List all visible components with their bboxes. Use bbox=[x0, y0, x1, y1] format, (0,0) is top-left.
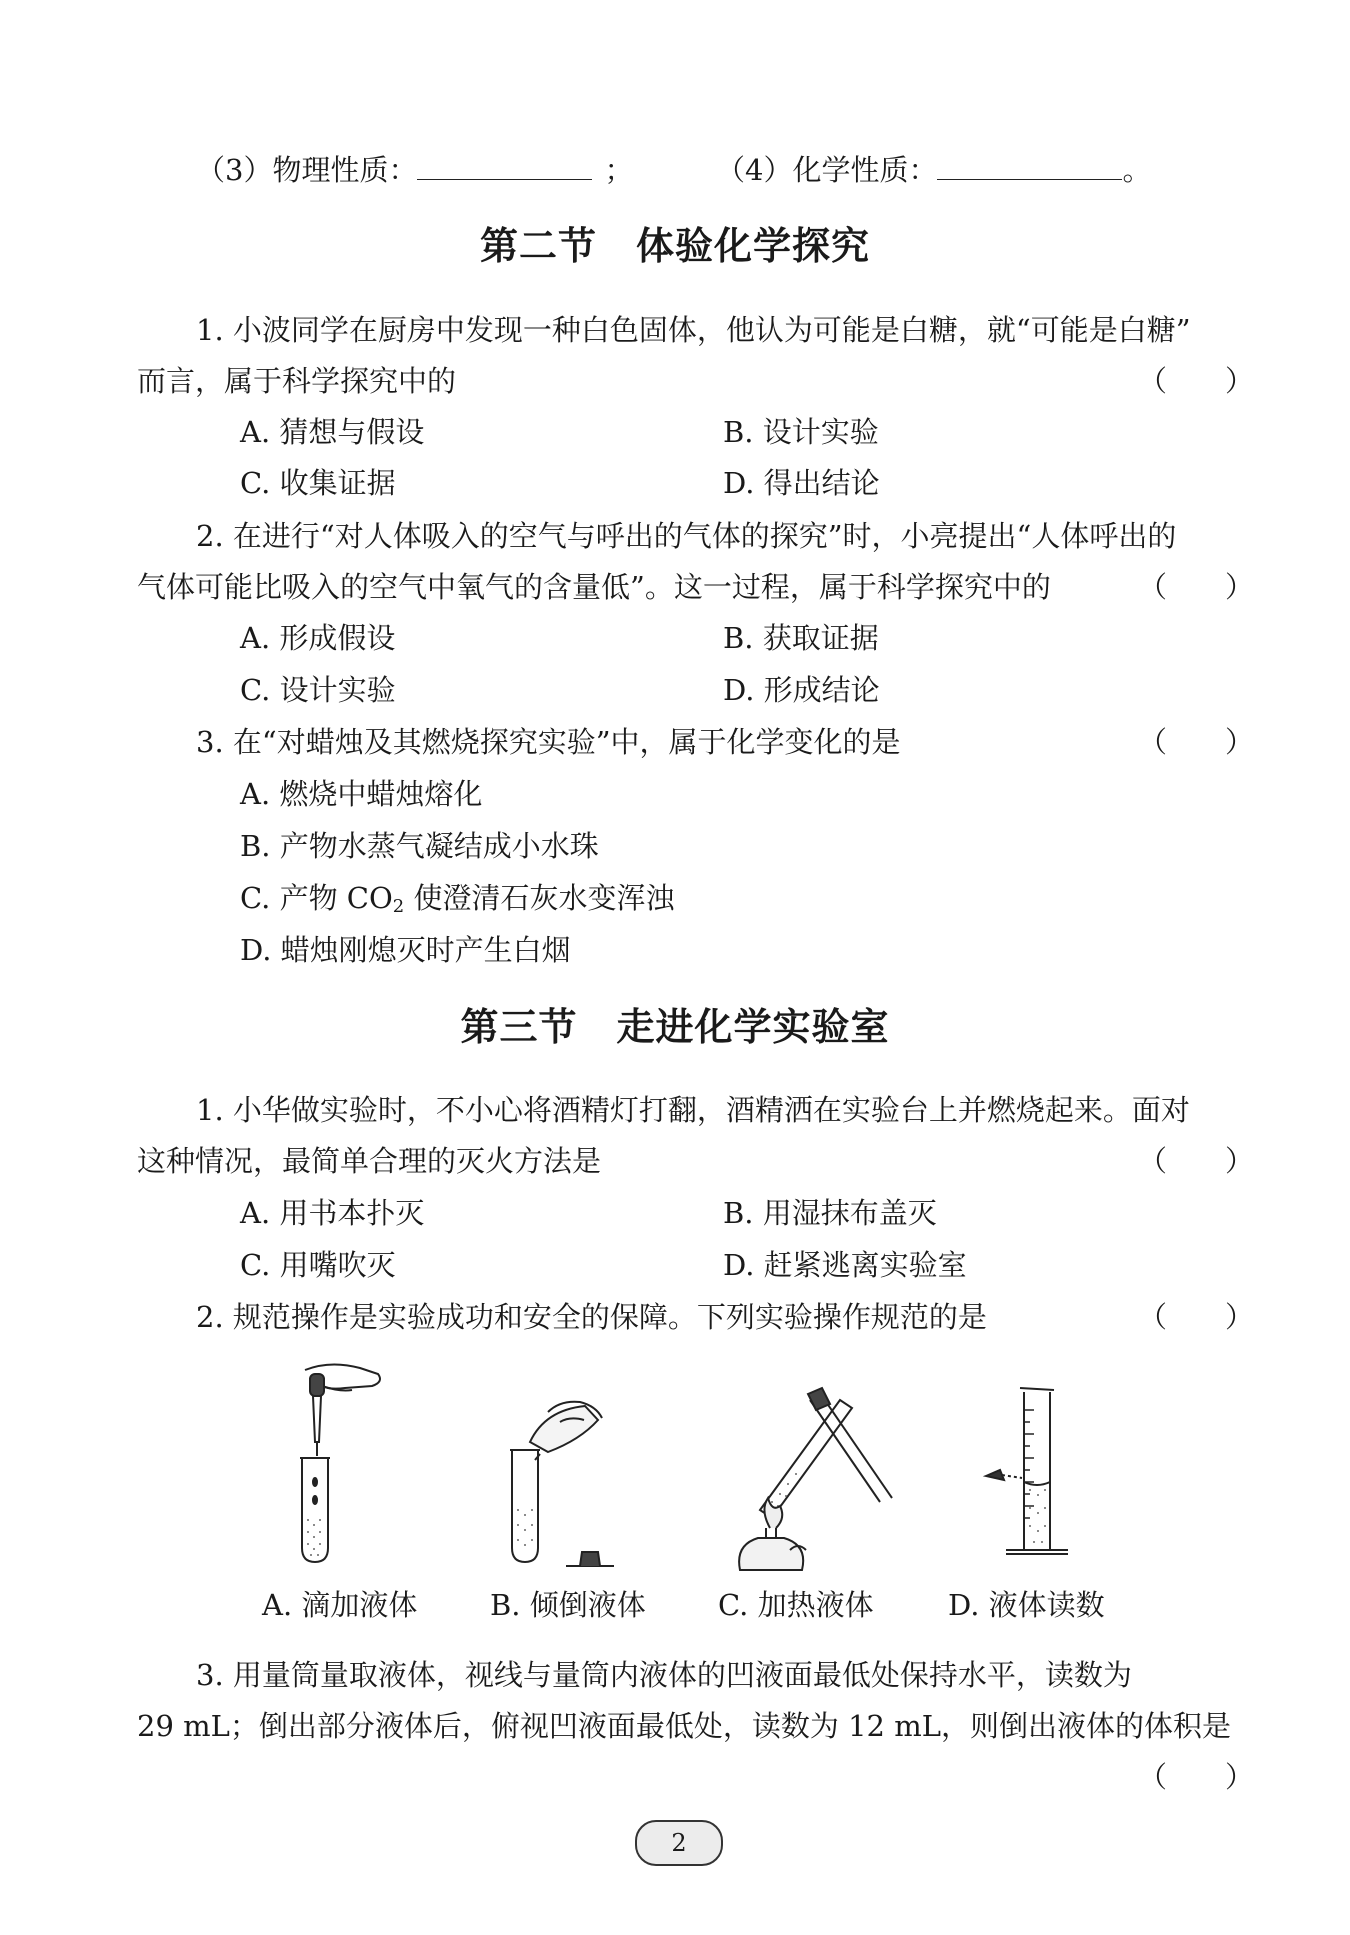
section3-title: 第三节 走进化学实验室 bbox=[460, 1005, 890, 1049]
s2-q3-option-d[interactable]: D. 蜡烛刚熄灭时产生白烟 bbox=[240, 933, 571, 967]
s2-q2-answer-blank[interactable]: （ ） bbox=[1138, 570, 1255, 604]
s3-q1-option-d[interactable]: D. 赶紧逃离实验室 bbox=[723, 1248, 967, 1282]
physical-property-item: （3）物理性质： ； bbox=[196, 153, 634, 187]
s2-q1-answer-blank[interactable]: （ ） bbox=[1138, 364, 1255, 398]
s2-q1-stem-line1: 1. 小波同学在厨房中发现一种白色固体，他认为可能是白糖，就“可能是白糖” bbox=[196, 313, 1191, 347]
s3-q3-stem-line1: 3. 用量筒量取液体，视线与量筒内液体的凹液面最低处保持水平，读数为 bbox=[196, 1658, 1132, 1692]
dropper-test-tube-figure[interactable] bbox=[300, 1364, 380, 1562]
heating-liquid-figure[interactable] bbox=[739, 1388, 892, 1570]
graduated-cylinder-figure[interactable] bbox=[986, 1388, 1068, 1554]
s3-q1-option-a[interactable]: A. 用书本扑灭 bbox=[240, 1196, 425, 1230]
s3-q1-option-b[interactable]: B. 用湿抹布盖灭 bbox=[723, 1196, 937, 1230]
figure-caption-d[interactable]: D. 液体读数 bbox=[948, 1588, 1105, 1622]
pouring-liquid-figure[interactable] bbox=[510, 1402, 614, 1566]
s2-q1-option-a[interactable]: A. 猜想与假设 bbox=[240, 415, 425, 449]
s2-q1-option-d[interactable]: D. 得出结论 bbox=[723, 466, 880, 500]
s2-q3-option-c[interactable]: C. 产物 $CO_2$ 使澄清石灰水变浑浊 bbox=[240, 881, 675, 917]
s3-q1-option-c[interactable]: C. 用嘴吹灭 bbox=[240, 1248, 396, 1282]
s2-q3-answer-blank[interactable]: （ ） bbox=[1138, 725, 1255, 759]
s3-q3-stem-line2: 29 mL；倒出部分液体后，俯视凹液面最低处，读数为 12 mL，则倒出液体的体积是 bbox=[137, 1709, 1231, 1743]
figure-caption-a[interactable]: A. 滴加液体 bbox=[262, 1588, 418, 1622]
s3-q1-stem-line1: 1. 小华做实验时，不小心将酒精灯打翻，酒精洒在实验台上并燃烧起来。面对 bbox=[196, 1093, 1190, 1127]
s2-q1-option-c[interactable]: C. 收集证据 bbox=[240, 466, 396, 500]
figure-caption-c[interactable]: C. 加热液体 bbox=[718, 1588, 874, 1622]
s2-q1-option-b[interactable]: B. 设计实验 bbox=[723, 415, 879, 449]
s2-q2-option-b[interactable]: B. 获取证据 bbox=[723, 621, 879, 655]
s3-q1-answer-blank[interactable]: （ ） bbox=[1138, 1144, 1255, 1178]
s3-q2-answer-blank[interactable]: （ ） bbox=[1138, 1300, 1255, 1334]
chemical-property-item: （4）化学性质： 。 bbox=[716, 153, 1152, 187]
s2-q2-option-a[interactable]: A. 形成假设 bbox=[240, 621, 396, 655]
lab-operation-figures bbox=[0, 1360, 1350, 1580]
s2-q3-option-a[interactable]: A. 燃烧中蜡烛熔化 bbox=[240, 777, 483, 811]
figure-caption-b[interactable]: B. 倾倒液体 bbox=[490, 1588, 646, 1622]
physical-property-blank[interactable] bbox=[417, 151, 592, 180]
s2-q1-stem-line2: 而言，属于科学探究中的 bbox=[137, 364, 457, 398]
s3-q2-stem: 2. 规范操作是实验成功和安全的保障。下列实验操作规范的是 bbox=[196, 1300, 987, 1334]
section2-title: 第二节 体验化学探究 bbox=[479, 224, 870, 268]
s2-q3-option-b[interactable]: B. 产物水蒸气凝结成小水珠 bbox=[240, 829, 599, 863]
s3-q3-answer-blank[interactable]: （ ） bbox=[1138, 1760, 1255, 1794]
page-number-badge: 2 bbox=[635, 1820, 723, 1866]
s2-q2-option-d[interactable]: D. 形成结论 bbox=[723, 673, 880, 707]
chemical-property-blank[interactable] bbox=[937, 151, 1122, 180]
s3-q1-stem-line2: 这种情况，最简单合理的灭火方法是 bbox=[137, 1144, 602, 1178]
s2-q3-stem: 3. 在“对蜡烛及其燃烧探究实验”中，属于化学变化的是 bbox=[196, 725, 901, 759]
s2-q2-option-c[interactable]: C. 设计实验 bbox=[240, 673, 396, 707]
s2-q2-stem-line2: 气体可能比吸入的空气中氧气的含量低”。这一过程，属于科学探究中的 bbox=[137, 570, 1051, 604]
s2-q2-stem-line1: 2. 在进行“对人体吸入的空气与呼出的气体的探究”时，小亮提出“人体呼出的 bbox=[196, 519, 1177, 553]
